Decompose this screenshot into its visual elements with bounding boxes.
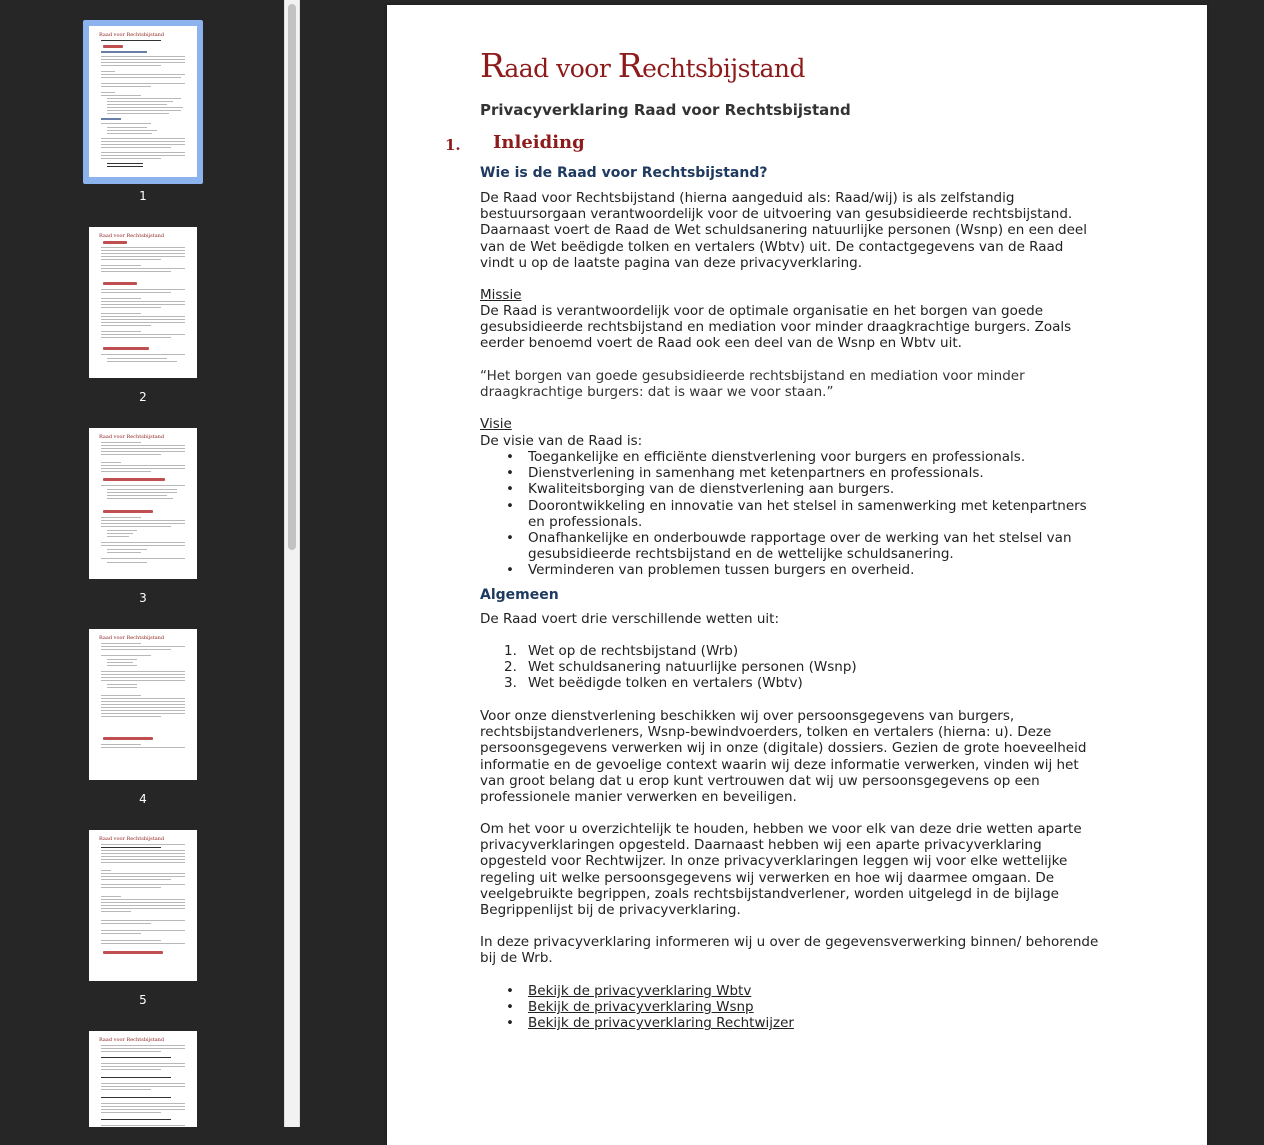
thumbnail-page-number-4: 4 [139, 792, 147, 806]
wetten-list [480, 643, 1100, 692]
thumbnail-scrollbar[interactable] [284, 0, 300, 1127]
algemeen-intro: De Raad voert drie verschillende wetten uit: [480, 611, 780, 627]
thumbnail-brand: Raad voor Rechtsbijstand [99, 836, 165, 842]
privacy-links-list [480, 983, 1100, 1032]
list-item: • Verminderen van problemen tussen burgers en overheid. [480, 562, 1100, 578]
document-page [387, 5, 1207, 1145]
page-thumbnail-1[interactable] [89, 26, 197, 177]
list-item: • Onafhankelijke en onderbouwde rapportage over de werking van het stelsel van gesubsidieerde rechtsbijstand en de wettelijke schuldsanering. [480, 530, 1100, 562]
thumbnail-page-number-5: 5 [139, 993, 147, 1007]
missie-label: Missie [480, 287, 522, 303]
page-thumbnail-4[interactable] [89, 629, 197, 780]
page-thumbnail-5[interactable] [89, 830, 197, 981]
list-item: 2. Wet schuldsanering natuurlijke personen (Wsnp) [504, 659, 857, 676]
list-item: • Doorontwikkeling en innovatie van het stelsel in samenwerking met ketenpartners en professionals. [480, 498, 1100, 530]
thumbnail-brand: Raad voor Rechtsbijstand [99, 233, 165, 239]
thumbnail-sidebar[interactable] [0, 0, 284, 1127]
list-item: 1. Wet op de rechtsbijstand (Wrb) [504, 643, 739, 659]
list-item [480, 1015, 1100, 1031]
document-brand-logo: Raad voor Rechtsbijstand [480, 46, 806, 85]
thumbnail-page-number-1: 1 [139, 189, 147, 203]
link-privacy-wsnp[interactable]: Bekijk de privacyverklaring Wsnp [528, 999, 754, 1016]
mission-quote: “Het borgen van goede gesubsidieerde rechtsbijstand en mediation voor minder draagkrachtige burgers: dat is waar we voor staan.” [480, 368, 1025, 401]
thumbnail-scrollbar-handle[interactable] [288, 4, 296, 550]
visie-intro: De visie van de Raad is: [480, 433, 643, 449]
heading-who: Wie is de Raad voor Rechtsbijstand? [480, 165, 768, 181]
list-item: • Toegankelijke en efficiënte dienstverlening voor burgers en professionals. [480, 449, 1100, 465]
document-title: Privacyverklaring Raad voor Rechtsbijstand [480, 101, 851, 119]
section-number: 1. [445, 136, 461, 154]
list-item: • Dienstverlening in samenhang met ketenpartners en professionals. [480, 465, 1100, 481]
visie-label: Visie [480, 416, 512, 432]
list-item: 3. Wet beëdigde tolken en vertalers (Wbtv) [504, 675, 803, 692]
link-privacy-wbtv[interactable]: Bekijk de privacyverklaring Wbtv [528, 983, 752, 999]
thumbnail-brand: Raad voor Rechtsbijstand [99, 1037, 165, 1043]
thumbnail-page-number-3: 3 [139, 591, 147, 605]
visie-list [480, 449, 1100, 579]
thumbnail-brand: Raad voor Rechtsbijstand [99, 32, 165, 38]
paragraph-persoonsgegevens: Voor onze dienstverlening beschikken wij over persoonsgegevens van burgers, rechtsbijstandverleners, Wsnp-bewindvoerders, tolken en vertalers (hierna: u). Deze persoonsgegevens verwerken wij in onze (digitale) dossiers. Gezien de grote hoeveelheid informatie en de gevoelige context waarin wij deze informatie verwerken, vinden wij het van groot belang dat u erop kunt vertrouwen dat wij uw persoonsgegevens op een professionele manier verwerken en beveiligen. [480, 708, 1087, 806]
page-thumbnail-3[interactable] [89, 428, 197, 579]
heading-algemeen: Algemeen [480, 587, 559, 603]
list-item: • Kwaliteitsborging van de dienstverlening aan burgers. [480, 481, 1100, 497]
link-privacy-rechtwijzer[interactable]: Bekijk de privacyverklaring Rechtwijzer [528, 1015, 794, 1032]
list-item [480, 999, 1100, 1015]
list-item [480, 983, 1100, 999]
page-thumbnail-2[interactable] [89, 227, 197, 378]
thumbnail-brand: Raad voor Rechtsbijstand [99, 635, 165, 641]
paragraph-intro: De Raad voor Rechtsbijstand (hierna aangeduid als: Raad/wij) is als zelfstandig bestuursorgaan verantwoordelijk voor de uitvoering van gesubsidieerde rechtsbijstand. Daarnaast voert de Raad de Wet schuldsanering natuurlijke personen (Wsnp) en een deel van de Wet beëdigde tolken en vertalers (Wbtv) uit. De contactgegevens van de Raad vindt u op de laatste pagina van deze privacyverklaring. [480, 190, 1087, 271]
paragraph-missie: De Raad is verantwoordelijk voor de optimale organisatie en het borgen van goede gesubsidieerde rechtsbijstand en mediation voor minder draagkrachtige burgers. Zoals eerder benoemd voert de Raad ook een deel van de Wsnp en Wbtv uit. [480, 303, 1072, 352]
paragraph-overzicht: Om het voor u overzichtelijk te houden, hebben we voor elk van deze drie wetten aparte privacyverklaringen opgesteld. Daarnaast hebben wij een aparte privacyverklaring opgesteld voor Rechtwijzer. In onze privacyverklaringen leggen wij voor elke wettelijke regeling uit welke persoonsgegevens wij verwerken en hoe wij daarmee omgaan. De veelgebruikte begrippen, zoals rechtsbijstandverlener, worden uitgelegd in de bijlage Begrippenlijst bij de privacyverklaring. [480, 821, 1082, 919]
page-thumbnail-6[interactable] [89, 1031, 197, 1127]
paragraph-wrb: In deze privacyverklaring informeren wij u over de gegevensverwerking binnen/ behorende bij de Wrb. [480, 934, 1099, 967]
thumbnail-brand: Raad voor Rechtsbijstand [99, 434, 165, 440]
thumbnail-page-number-2: 2 [139, 390, 147, 404]
section-title: Inleiding [493, 132, 585, 153]
